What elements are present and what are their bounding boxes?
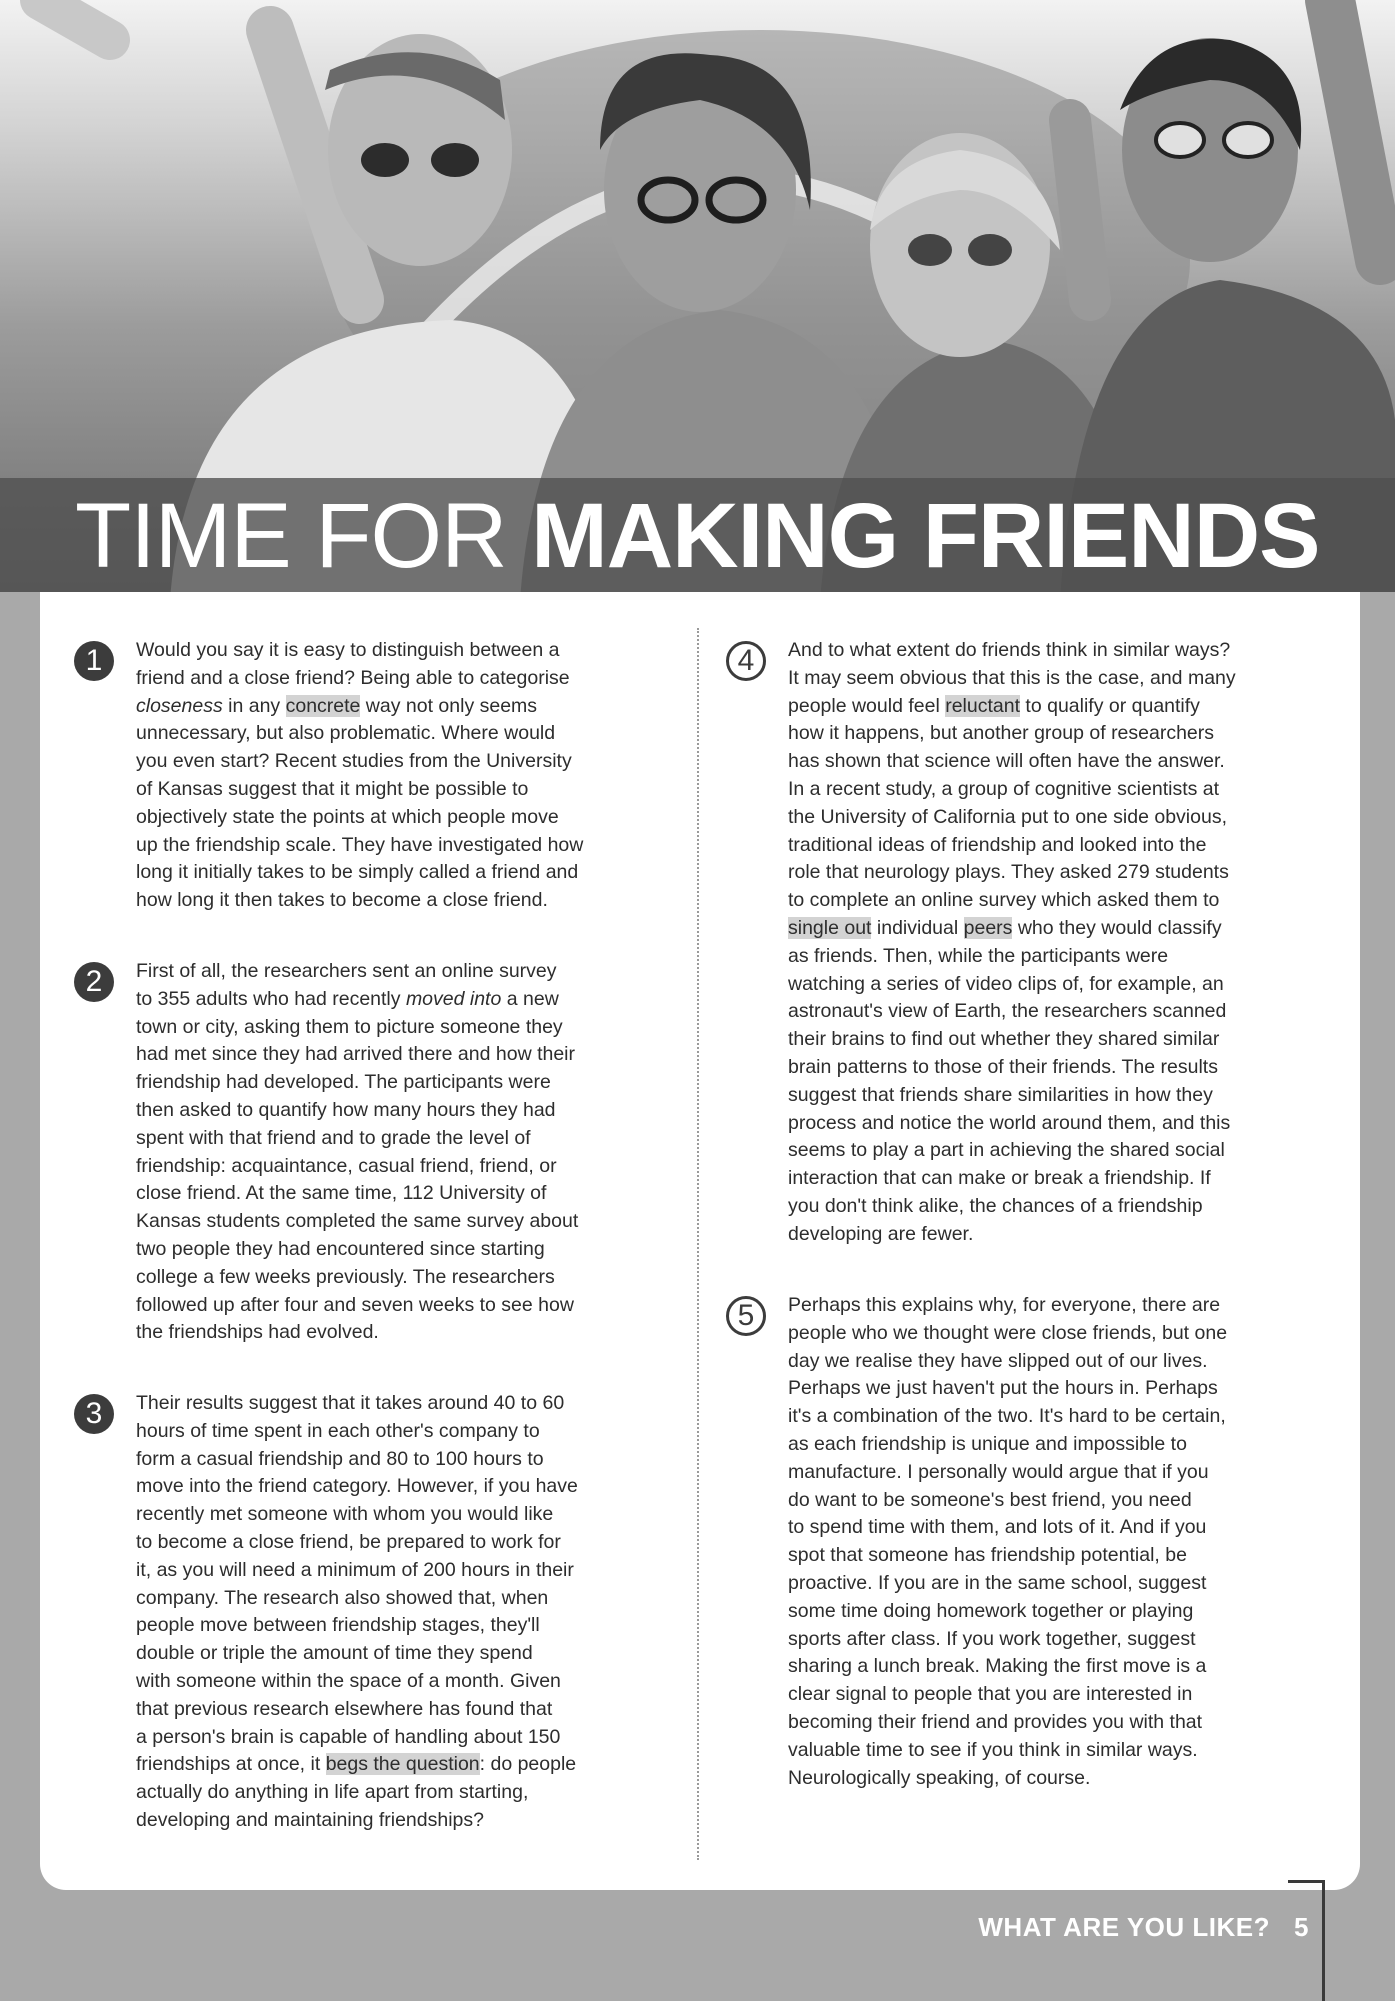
paragraph-text: And to what extent do friends think in similar ways? It may seem obvious that this is the case, and many people would feel reluctant to qualify or quantify how it happens, but another group of researchers has shown that science will often have the answer. In a recent study, a group of cognitive scientists at the University of California put to one side obvious, traditional ideas of friendship and looked into the role that neurology plays. They asked 279 students to complete an online survey which asked them to single out individual peers who they would classify as friends. Then, while the participants were watching a series of video clips of, for example, an astronaut's view of Earth, the researchers scanned their brains to find out whether they shared similar brain patterns to those of their friends. The results suggest that friends share similarities in how they process and notice the world around them, and this seems to play a part in achieving the shared social interaction that can make or break a friendship. If you don't think alike, the chances of a friendship developing are fewer. (788, 639, 1236, 1245)
footer-section-title: WHAT ARE YOU LIKE? (978, 1912, 1270, 1942)
paragraph-text: Perhaps this explains why, for everyone, there are people who we thought were close friends, but one day we realise they have slipped out of our lives. Perhaps we just haven't put the hours in. Perhaps it's a combination of the two. It's hard to be certain, as each friendship is unique and impossible to manufacture. I personally would argue that if you do want to be someone's best friend, you need to spend time with them, and lots of it. And if you spot that someone has friendship potential, be proactive. If you are in the same school, suggest some time doing homework together or playing sports after class. If you work together, suggest sharing a lunch break. Making the first move is a clear signal to people that you are interested in becoming their friend and provides you with that valuable time to see if you think in similar ways. Neurologically speaking, of course. (788, 1294, 1228, 1789)
paragraph-number: 2 (74, 962, 114, 1002)
title-bold: MAKING FRIENDS (531, 485, 1320, 587)
page-title (75, 486, 1320, 586)
paragraph-text: Their results suggest that it takes around 40 to 60 hours of time spent in each other's company to form a casual friendship and 80 to 100 hours to move into the friend category. However, if you have recently met someone with whom you would like to become a close friend, be prepared to work for it, as you will need a minimum of 200 hours in their company. The research also showed that, when people move between friendship stages, they'll double or triple the amount of time they spend with someone within the space of a month. Given that previous research elsewhere has found that a person's brain is capable of handling about 150 friendships at once, it begs the question: do people actually do anything in life apart from starting, developing and maintaining friendships? (136, 1392, 578, 1831)
vocabulary-highlight: begs the question (325, 1753, 480, 1776)
vocabulary-highlight: peers (963, 916, 1013, 939)
paragraph-number: 4 (726, 641, 766, 681)
vocabulary-highlight: single out (788, 916, 872, 939)
paragraph-text: Would you say it is easy to distinguish between a friend and a close friend? Being able to categorise closeness in any concrete way not only seems unnecessary, but also problematic. Where would you even start? Recent studies from the University of Kansas suggest that it might be possible to objectively state the points at which people move up the friendship scale. They have investigated how long it initially takes to be simply called a friend and how long it then takes to become a close friend. (136, 639, 584, 912)
paragraph-number: 3 (74, 1394, 114, 1434)
emphasis: moved into (405, 987, 502, 1010)
paragraph-text: First of all, the researchers sent an online survey to 355 adults who had recently moved into a new town or city, asking them to picture someone they had met since they had arrived there and how their friendship had developed. The participants were then asked to quantify how many hours they had spent with that friend and to grade the level of friendship: acquaintance, casual friend, friend, or close friend. At the same time, 112 University of Kansas students completed the same survey about two people they had encountered since starting college a few weeks previously. The researchers followed up after four and seven weeks to see how the friendships had evolved. (136, 960, 579, 1344)
vocabulary-highlight: reluctant (945, 694, 1020, 717)
emphasis: closeness (136, 694, 223, 717)
paragraph-number: 1 (74, 641, 114, 681)
column-divider (697, 628, 699, 1860)
page-number: 5 (1294, 1912, 1309, 1942)
paragraph-number: 5 (726, 1296, 766, 1336)
title-light: TIME FOR (75, 485, 532, 587)
vocabulary-highlight: concrete (285, 694, 361, 717)
